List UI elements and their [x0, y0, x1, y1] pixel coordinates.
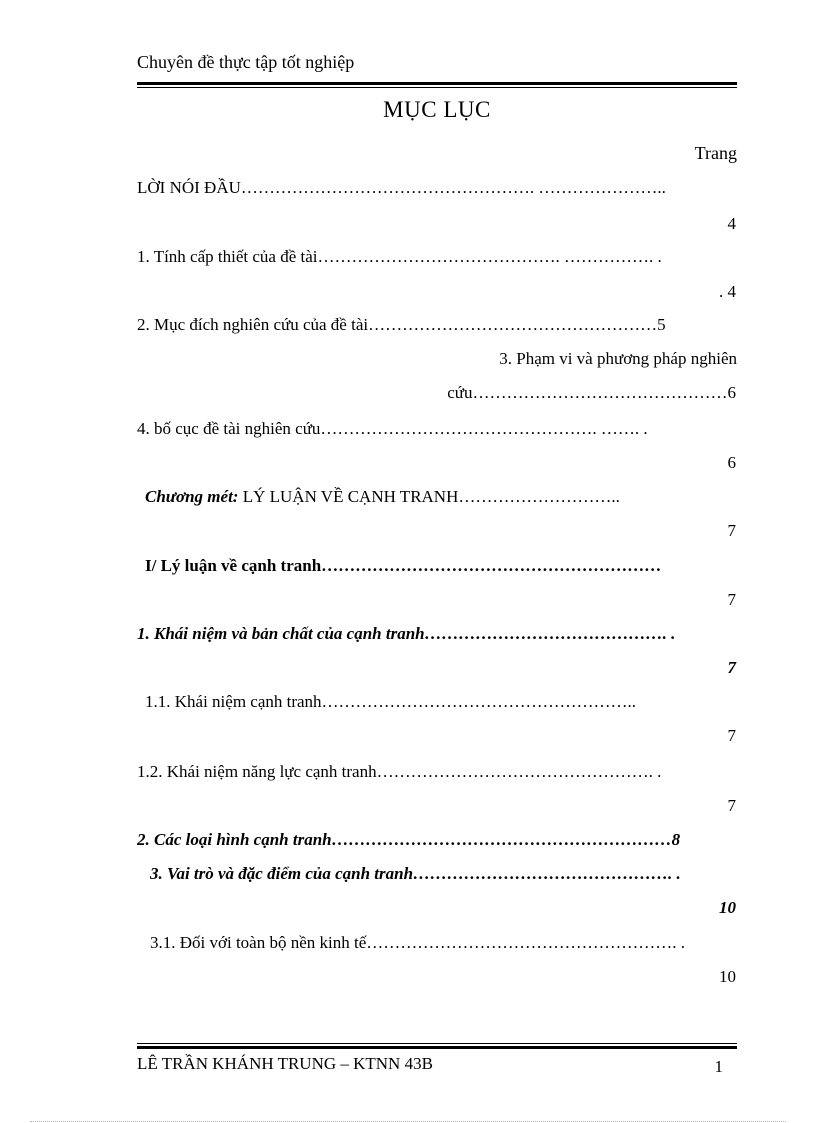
toc-entry-page: 4: [727, 214, 736, 233]
toc-entry-page: 10: [719, 898, 736, 917]
toc-entry-text: cứu………………………………………6: [447, 383, 736, 402]
toc-entry-page: 7: [727, 590, 736, 609]
toc-entry-text: 1.1. Khái niệm cạnh tranh………………………………………………..: [145, 692, 637, 711]
footer-rule-thick: [137, 1046, 737, 1049]
toc-entry-text: 3. Vai trò và đặc điểm của cạnh tranh………………………………………. .: [150, 864, 681, 883]
toc-entry-page: 7: [727, 658, 736, 677]
toc-entry-page: 10: [719, 967, 736, 986]
toc-entry-text: 1. Khái niệm và bản chất của cạnh tranh……………………………………. .: [137, 624, 676, 643]
page-column-label: Trang: [694, 143, 737, 163]
header-rule-thick: [137, 82, 737, 85]
toc-entry-text: 2. Các loại hình cạnh tranh……………………………………………………8: [137, 830, 681, 849]
footer-rule-thin: [137, 1043, 737, 1044]
toc-entry-text: 4. bố cục đề tài nghiên cứu…………………………………………. ……. .: [137, 419, 648, 438]
toc-entry-page: 6: [727, 453, 736, 472]
toc-entry-chapter: [145, 487, 737, 507]
page-number: 1: [714, 1057, 723, 1076]
chapter-prefix: Chương mét:: [145, 487, 239, 506]
chapter-title: LÝ LUẬN VỀ CẠNH TRANH………………………..: [238, 487, 620, 506]
toc-entry-text: 2. Mục đích nghiên cứu của đề tài……………………………………………5: [137, 315, 666, 334]
page-edge-divider: [30, 1121, 786, 1122]
header-rule-thin: [137, 87, 737, 88]
toc-entry-text: 3. Phạm vi và phương pháp nghiên: [499, 349, 737, 368]
toc-entry-text: LỜI NÓI ĐẦU……………………………………………. …………………..: [137, 178, 666, 197]
toc-entry-text: 1.2. Khái niệm năng lực cạnh tranh…………………………………………. .: [137, 762, 662, 781]
footer-author: LÊ TRẦN KHÁNH TRUNG – KTNN 43B: [137, 1054, 433, 1073]
toc-entry-page: 7: [727, 796, 736, 815]
toc-entry-page: 7: [727, 726, 736, 745]
toc-heading: MỤC LỤC: [383, 97, 491, 122]
toc-entry-text: I/ Lý luận về cạnh tranh……………………………………………………: [145, 556, 662, 575]
toc-entry-page: . 4: [719, 282, 736, 301]
toc-entry-page: 7: [727, 521, 736, 540]
toc-entry-text: 3.1. Đối với toàn bộ nền kinh tế………………………………………………. .: [150, 933, 686, 952]
running-header: Chuyên đề thực tập tốt nghiệp: [137, 52, 355, 72]
toc-entry-text: 1. Tính cấp thiết của đề tài……………………………………. ……………. .: [137, 247, 662, 266]
